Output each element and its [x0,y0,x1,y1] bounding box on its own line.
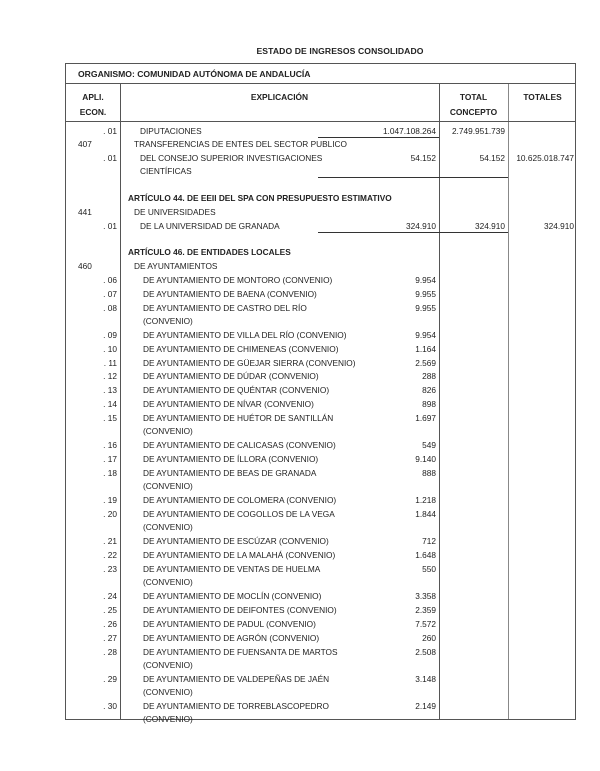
row-subcode: . 27 [103,633,117,643]
row-amount: 898 [422,399,436,409]
subtotal-underline [318,177,508,178]
row-subcode: . 23 [103,564,117,574]
row-subcode: . 21 [103,536,117,546]
row-amount: 712 [422,536,436,546]
row-amount: 2.508 [415,647,436,657]
row-amount: 9.954 [415,275,436,285]
row-amount: 2.149 [415,701,436,711]
header-total-concepto-line2: CONCEPTO [449,107,498,117]
row-description: ARTÍCULO 46. DE ENTIDADES LOCALES [128,247,291,257]
column-divider-explicacion [439,84,440,719]
row-description: DE AYUNTAMIENTO DE MONTORO (CONVENIO) [143,275,333,285]
organismo-label: ORGANISMO: COMUNIDAD AUTÓNOMA DE ANDALUCÍA [66,64,575,84]
row-amount: 1.164 [415,344,436,354]
row-description: ARTÍCULO 44. DE EEII DEL SPA CON PRESUPUESTO ESTIMATIVO [128,193,392,203]
row-subcode: . 11 [103,358,117,368]
row-description: DE AYUNTAMIENTO DE ÍLLORA (CONVENIO) [143,454,319,464]
row-amount: 550 [422,564,436,574]
row-amount: 54.152 [410,153,436,163]
row-total-concepto: 54.152 [479,153,505,163]
row-subcode: . 17 [103,454,117,464]
row-subcode: . 12 [103,371,117,381]
row-amount: 9.955 [415,303,436,313]
row-amount: 1.047.108.264 [382,126,436,136]
row-amount: 7.572 [415,619,436,629]
row-subcode: . 06 [103,275,117,285]
row-subcode: . 20 [103,509,117,519]
row-subcode: . 30 [103,701,117,711]
row-subcode: . 01 [103,126,117,136]
row-description: DE AYUNTAMIENTO DE MOCLÍN (CONVENIO) [143,591,322,601]
row-description: DE AYUNTAMIENTO DE DÚDAR (CONVENIO) [143,371,319,381]
row-amount: 1.844 [415,509,436,519]
row-subcode: . 26 [103,619,117,629]
row-description: DE AYUNTAMIENTO DE ESCÚZAR (CONVENIO) [143,536,329,546]
row-subcode: . 13 [103,385,117,395]
row-description: DE AYUNTAMIENTO DE COLOMERA (CONVENIO) [143,495,337,505]
row-description: DE AYUNTAMIENTO DE TORREBLASCOPEDRO [143,701,329,711]
row-description: DE AYUNTAMIENTO DE COGOLLOS DE LA VEGA [143,509,335,519]
row-amount: 888 [422,468,436,478]
row-description: TRANSFERENCIAS DE ENTES DEL SECTOR PUBLICO [134,139,347,149]
row-description: DE AYUNTAMIENTO DE AGRÓN (CONVENIO) [143,633,320,643]
row-description: DE AYUNTAMIENTO DE VALDEPEÑAS DE JAÉN [143,674,330,684]
row-subcode: . 18 [103,468,117,478]
row-description-cont: (CONVENIO) [143,714,193,724]
row-amount: 260 [422,633,436,643]
row-amount: 3.358 [415,591,436,601]
row-subcode: . 29 [103,674,117,684]
subtotal-underline [318,232,508,233]
subtotal-underline [318,137,439,138]
row-description: DE LA UNIVERSIDAD DE GRANADA [140,221,280,231]
row-subcode: . 01 [103,221,117,231]
row-subcode: . 28 [103,647,117,657]
row-description-cont: (CONVENIO) [143,522,193,532]
row-description: DE AYUNTAMIENTO DE BEAS DE GRANADA [143,468,317,478]
row-subcode: . 19 [103,495,117,505]
column-divider-total-concepto [508,84,509,719]
row-amount: 324.910 [406,221,436,231]
row-description: DE AYUNTAMIENTO DE DEIFONTES (CONVENIO) [143,605,337,615]
row-subcode: . 01 [103,153,117,163]
row-subcode: . 15 [103,413,117,423]
row-description: DE UNIVERSIDADES [134,207,216,217]
document-title: ESTADO DE INGRESOS CONSOLIDADO [256,46,424,56]
header-apli [66,90,120,120]
header-divider [66,121,575,122]
row-subcode: . 16 [103,440,117,450]
row-description-cont: CIENTÍFICAS [140,166,192,176]
row-description-cont: (CONVENIO) [143,426,193,436]
header-totales: TOTALES [523,92,562,102]
row-description-cont: (CONVENIO) [143,577,193,587]
row-subcode: . 25 [103,605,117,615]
header-apli-line2: ECON. [79,107,107,117]
column-divider-apli [120,84,121,719]
row-description: DE AYUNTAMIENTO DE CASTRO DEL RÍO [143,303,307,313]
row-description: DE AYUNTAMIENTO DE LA MALAHÁ (CONVENIO) [143,550,336,560]
row-description: DE AYUNTAMIENTO DE PADUL (CONVENIO) [143,619,316,629]
row-code: 441 [78,207,92,217]
row-description-cont: (CONVENIO) [143,687,193,697]
row-description: DE AYUNTAMIENTOS [134,261,218,271]
row-description: DE AYUNTAMIENTO DE VENTAS DE HUELMA [143,564,321,574]
row-amount: 826 [422,385,436,395]
row-description-cont: (CONVENIO) [143,481,193,491]
row-description: DE AYUNTAMIENTO DE CALICASAS (CONVENIO) [143,440,336,450]
header-total-concepto [439,90,508,120]
row-total-concepto: 2.749.951.739 [451,126,505,136]
row-description: DE AYUNTAMIENTO DE FUENSANTA DE MARTOS [143,647,338,657]
row-description: DE AYUNTAMIENTO DE CHIMENEAS (CONVENIO) [143,344,339,354]
row-description-cont: (CONVENIO) [143,316,193,326]
row-description: DIPUTACIONES [140,126,202,136]
header-explicacion: EXPLICACIÓN [250,92,309,102]
row-subcode: . 14 [103,399,117,409]
row-amount: 3.148 [415,674,436,684]
row-subcode: . 08 [103,303,117,313]
row-description: DE AYUNTAMIENTO DE HUÉTOR DE SANTILLÁN [143,413,334,423]
row-subcode: . 09 [103,330,117,340]
row-amount: 1.648 [415,550,436,560]
row-amount: 1.697 [415,413,436,423]
row-amount: 288 [422,371,436,381]
row-amount: 1.218 [415,495,436,505]
row-totales: 324.910 [544,221,574,231]
header-total-concepto-line1: TOTAL [459,92,488,102]
row-code: 460 [78,261,92,271]
row-description: DE AYUNTAMIENTO DE NÍVAR (CONVENIO) [143,399,314,409]
row-amount: 9.140 [415,454,436,464]
row-totales: 10.625.018.747 [516,153,574,163]
row-amount: 549 [422,440,436,450]
row-subcode: . 10 [103,344,117,354]
row-amount: 2.359 [415,605,436,615]
row-description: DEL CONSEJO SUPERIOR INVESTIGACIONES [140,153,323,163]
row-description-cont: (CONVENIO) [143,660,193,670]
row-amount: 9.955 [415,289,436,299]
row-description: DE AYUNTAMIENTO DE BAENA (CONVENIO) [143,289,317,299]
row-subcode: . 24 [103,591,117,601]
row-description: DE AYUNTAMIENTO DE QUÉNTAR (CONVENIO) [143,385,330,395]
row-code: 407 [78,139,92,149]
row-total-concepto: 324.910 [475,221,505,231]
row-subcode: . 07 [103,289,117,299]
row-description: DE AYUNTAMIENTO DE VILLA DEL RÍO (CONVENIO) [143,330,347,340]
row-description: DE AYUNTAMIENTO DE GÜEJAR SIERRA (CONVENIO) [143,358,356,368]
row-subcode: . 22 [103,550,117,560]
header-apli-line1: APLI. [82,92,104,102]
income-table [65,63,576,724]
row-amount: 9.954 [415,330,436,340]
row-amount: 2.569 [415,358,436,368]
